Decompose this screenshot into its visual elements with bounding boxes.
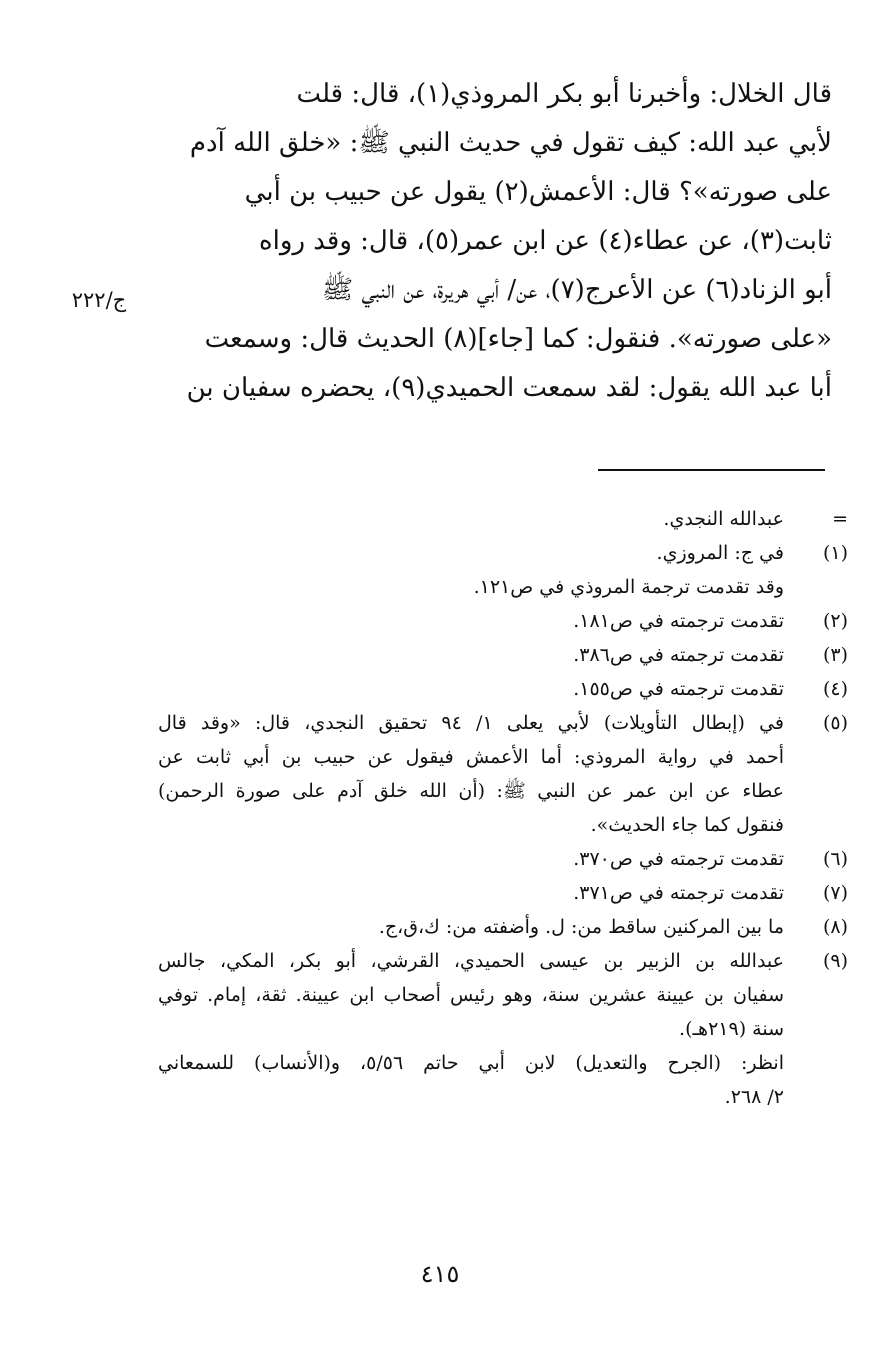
footnote-line: عبدالله النجدي. <box>663 508 784 530</box>
footnote-9 <box>158 944 848 1114</box>
footnote-5 <box>158 706 848 842</box>
footnote-line: فنقول كما جاء الحديث». <box>590 814 784 836</box>
main-text-line: أبو الزناد(٦) عن الأعرج(٧)، عن/ أبي هريرة، عن النبي ﷺ <box>321 275 832 305</box>
main-text-line: ثابت(٣)، عن عطاء(٤) عن ابن عمر(٥)، قال: وقد رواه <box>259 226 832 256</box>
footnote-line: تقدمت ترجمته في ص١٨١. <box>573 610 784 632</box>
main-text-block <box>160 70 832 413</box>
page-number: ٤١٥ <box>420 1260 460 1288</box>
footnote-line: انظر: (الجرح والتعديل) لابن أبي حاتم ٥/٥٦، و(الأنساب) للسمعاني <box>158 1052 784 1074</box>
footnote-4 <box>158 672 848 706</box>
footnote-line: تقدمت ترجمته في ص٣٧٠. <box>573 848 784 870</box>
footnote-line: سفيان بن عيينة عشرين سنة، وهو رئيس أصحاب ابن عيينة. ثقة، إمام. توفي <box>158 984 784 1006</box>
footnote-marker: (٨) <box>822 916 848 938</box>
footnote-marker: (٢) <box>822 610 848 632</box>
main-text-line: أبا عبد الله يقول: لقد سمعت الحميدي(٩)، يحضره سفيان بن <box>186 373 832 403</box>
footnote-line: تقدمت ترجمته في ص١٥٥. <box>573 678 784 700</box>
footnote-continuation <box>158 502 848 536</box>
footnote-separator <box>598 469 825 471</box>
footnote-marker: (٦) <box>822 848 848 870</box>
footnote-line: تقدمت ترجمته في ص٣٨٦. <box>573 644 784 666</box>
footnote-marker: (٧) <box>822 882 848 904</box>
footnote-2 <box>158 604 848 638</box>
footnote-line: ما بين المركنين ساقط من: ل. وأضفته من: ك،ق،ج. <box>378 916 784 938</box>
footnote-6 <box>158 842 848 876</box>
footnote-1 <box>158 536 848 604</box>
main-text-line: «على صورته». فنقول: كما [جاء](٨) الحديث قال: وسمعت <box>204 324 832 354</box>
main-text-line: على صورته»؟ قال: الأعمش(٢) يقول عن حبيب بن أبي <box>244 177 832 207</box>
footnote-line: تقدمت ترجمته في ص٣٧١. <box>573 882 784 904</box>
footnote-marker: (٩) <box>822 950 848 972</box>
footnote-marker: (٥) <box>822 712 848 734</box>
footnote-line: عطاء عن ابن عمر عن النبي ﷺ: (أن الله خلق آدم على صورة الرحمن) <box>158 780 784 802</box>
footnote-7 <box>158 876 848 910</box>
footnote-line: ٢/ ٢٦٨. <box>724 1086 784 1108</box>
footnote-marker: (٣) <box>822 644 848 666</box>
footnote-line: أحمد في رواية المروذي: أما الأعمش فيقول عن حبيب بن أبي ثابت عن <box>158 746 784 768</box>
manuscript-folio-note: ج/٢٢٢ <box>71 288 127 312</box>
footnote-line: في (إبطال التأويلات) لأبي يعلى ١/ ٩٤ تحقيق النجدي، قال: «وقد قال <box>158 712 784 734</box>
footnote-marker: (٤) <box>822 678 848 700</box>
footnote-marker: = <box>832 508 848 530</box>
footnote-line: في ج: المروزي. <box>656 542 784 564</box>
footnotes-section <box>158 502 848 1114</box>
main-text-line: قال الخلال: وأخبرنا أبو بكر المروذي(١)، قال: قلت <box>296 79 832 109</box>
footnote-3 <box>158 638 848 672</box>
footnote-8 <box>158 910 848 944</box>
footnote-line: وقد تقدمت ترجمة المروذي في ص١٢١. <box>473 576 784 598</box>
footnote-line: سنة (٢١٩هـ). <box>679 1018 784 1040</box>
footnote-marker: (١) <box>822 542 848 564</box>
footnote-line: عبدالله بن الزبير بن عيسى الحميدي، القرشي، أبو بكر، المكي، جالس <box>158 950 784 972</box>
main-text-line: لأبي عبد الله: كيف تقول في حديث النبي ﷺ: «خلق الله آدم <box>189 128 832 158</box>
